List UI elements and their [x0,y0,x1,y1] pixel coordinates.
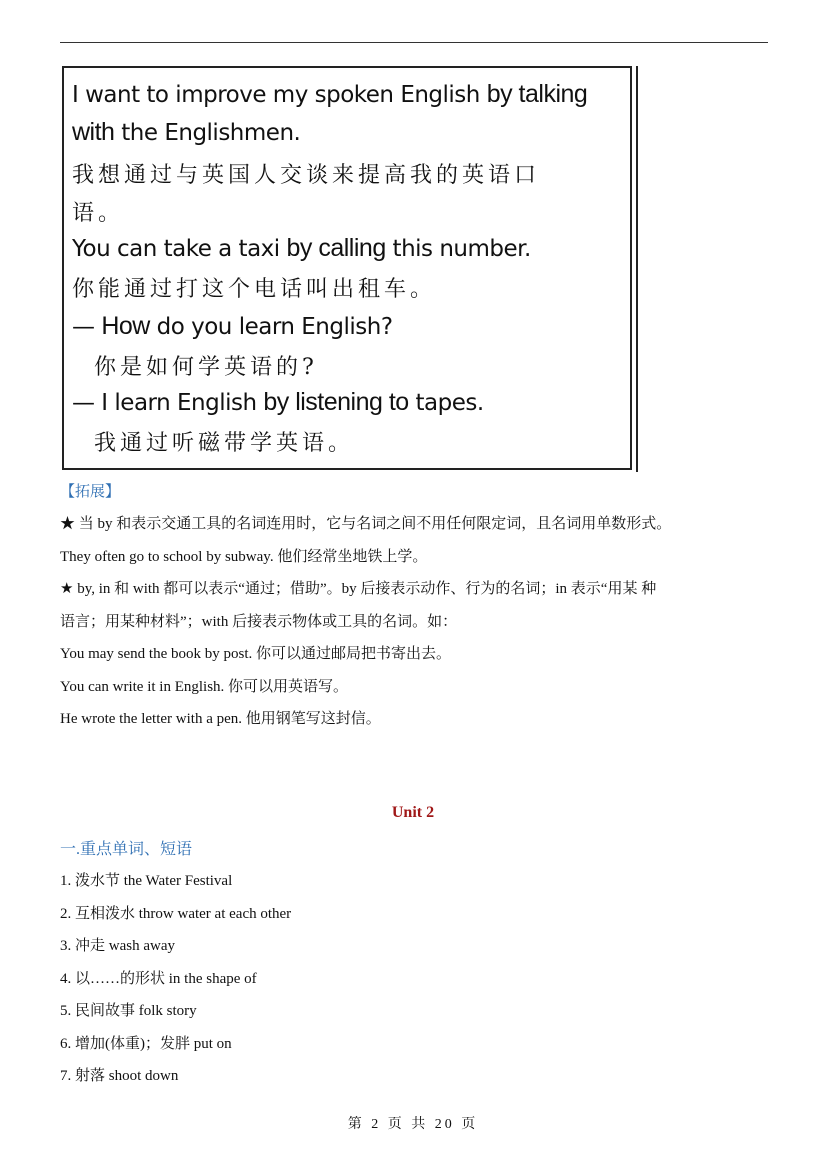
emphasis-text: by calling [286,234,386,262]
vocab-item: 4. 以……的形状 in the shape of [60,970,257,987]
emphasis-text: with [72,118,115,146]
emphasis-text: How [101,312,150,340]
vocab-item: 1. 泼水节 the Water Festival [60,873,233,889]
section-heading: 一.重点单词、短语 [60,841,193,858]
header-rule [60,42,768,43]
extension-line: You may send the book by post. 你可以通过邮局把书寄出去。 [60,646,451,662]
box-line [72,118,300,147]
text: — [72,314,102,340]
text: I want to improve my spoken English [72,82,487,108]
page-footer: 第 2 页 共 20 页 [347,1117,479,1132]
extension-line: He wrote the letter with a pen. 他用钢笔写这封信。 [60,711,381,727]
box-line [72,312,393,341]
text: the Englishmen. [114,120,301,146]
box-line [72,426,354,457]
extension-line: 语言；用某种材料”；with 后接表示物体或工具的名词。如： [60,614,458,630]
emphasis-text: by listening to [263,388,409,416]
box-line [72,158,540,189]
extension-heading: 【拓展】 [60,484,121,500]
box-line [72,388,484,417]
chinese-text: 你能通过打这个电话叫出租车。 [72,277,437,302]
chinese-text: 我想通过与英国人交谈来提高我的英语口 [72,163,541,188]
unit-title: Unit 2 [391,804,435,821]
vocab-item: 2. 互相泼水 throw water at each other [60,905,292,922]
chinese-text: 我通过听磁带学英语。 [72,431,354,456]
vocab-item: 7. 射落 shoot down [60,1068,179,1084]
example-image-box [62,66,632,470]
text: tapes. [408,390,484,416]
extension-line: They often go to school by subway. 他们经常坐地铁上学。 [60,549,428,565]
box-edge [636,66,638,472]
text: do you learn English? [149,314,393,340]
emphasis-text: by talking [486,80,588,108]
box-line [72,80,587,109]
vocab-item: 6. 增加(体重)；发胖 put on [60,1035,232,1052]
extension-line: You can write it in English. 你可以用英语写。 [60,679,349,695]
vocab-item: 5. 民间故事 folk story [60,1003,197,1019]
chinese-text: 语。 [72,201,125,226]
box-line [72,350,318,381]
extension-line: ★ 当 by 和表示交通工具的名词连用时，它与名词之间不用任何限定词，且名词用单数形式。 [60,516,672,532]
vocab-item: 3. 冲走 wash away [60,938,175,954]
text: this number. [385,236,531,262]
box-line [72,196,124,227]
chinese-text: 你是如何学英语的? [72,355,318,380]
text: You can take a taxi [72,236,287,262]
box-line [72,234,531,263]
extension-line: ★ by, in 和 with 都可以表示“通过；借助”。by 后接表示动作、行为的名词；in 表示“用某 种 [60,581,657,597]
box-line [72,272,436,303]
text: — I learn English [72,390,264,416]
